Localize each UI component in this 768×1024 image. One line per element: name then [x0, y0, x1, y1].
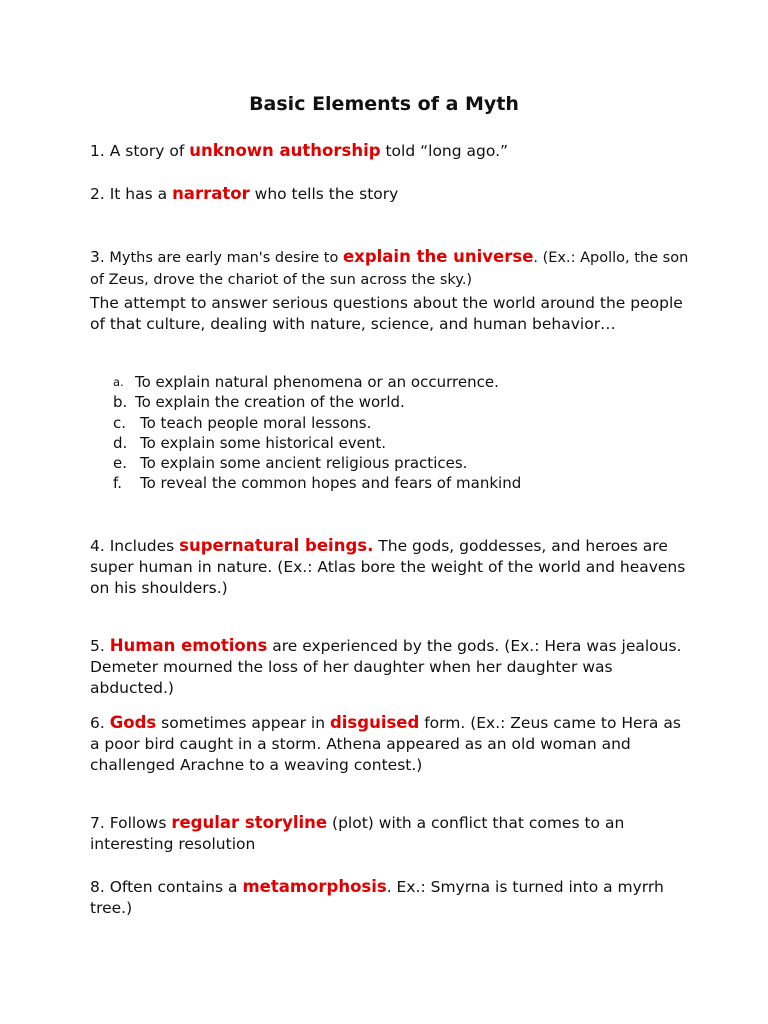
item-text: Follows — [104, 814, 172, 832]
item-text: Often contains a — [104, 878, 243, 896]
list-item — [113, 473, 673, 493]
list-item — [113, 433, 673, 453]
list-marker: a. — [113, 375, 124, 389]
item-text: form. (Ex.: Zeus came to Hera as a poor bird caught in a storm. Athena appeared as an old woman and challenged Arachne to a weaving contest.) — [90, 714, 681, 774]
element-4 — [90, 535, 690, 599]
list-item-text: To explain natural phenomena or an occurrence. — [135, 373, 499, 391]
item-text: Myths are early man's desire to — [104, 250, 343, 266]
page-title: Basic Elements of a Myth — [249, 93, 519, 115]
highlight-term: explain the universe — [342, 247, 534, 266]
purpose-list — [113, 372, 673, 494]
item-text: told “long ago.” — [380, 142, 509, 160]
item-text: (plot) with a conflict that comes to an interesting resolution — [90, 814, 625, 853]
list-item-text: To explain some ancient religious practices. — [140, 454, 468, 473]
item-number: 5. — [90, 637, 105, 655]
element-1 — [90, 140, 690, 162]
list-item-text: To explain the creation of the world. — [135, 393, 405, 412]
item-number: 4. — [90, 537, 105, 555]
element-8 — [90, 876, 690, 919]
list-item — [113, 392, 673, 412]
item-text: . Ex.: Smyrna is turned into a myrrh tree.) — [90, 878, 664, 917]
item-number: 6. — [90, 714, 105, 732]
item-text: . (Ex.: Apollo, the son of Zeus, drove the chariot of the sun across the sky.) — [90, 250, 689, 288]
highlight-term: narrator — [172, 184, 250, 203]
item-number: 7. — [90, 814, 105, 832]
list-marker: f. — [113, 474, 122, 493]
item-text: sometimes appear in — [156, 714, 330, 732]
list-item-text: To explain some historical event. — [140, 433, 387, 452]
list-marker: b. — [113, 393, 128, 412]
item-text: It has a — [104, 185, 173, 203]
item-text: A story of — [104, 142, 190, 160]
list-marker: c. — [113, 413, 127, 432]
highlight-term: supernatural beings. — [179, 536, 374, 555]
item-continuation: The attempt to answer serious questions about the world around the people of that culture, dealing with nature, science, and human behavior… — [90, 294, 683, 333]
element-5 — [90, 635, 690, 699]
element-7 — [90, 812, 690, 855]
element-3 — [90, 246, 690, 335]
highlight-term: Human emotions — [109, 636, 268, 655]
element-6 — [90, 712, 690, 776]
list-marker: d. — [113, 433, 128, 452]
list-item — [113, 413, 673, 433]
item-number: 2. — [90, 185, 105, 203]
item-text: who tells the story — [249, 185, 399, 203]
list-item-text: To reveal the common hopes and fears of mankind — [140, 474, 522, 493]
highlight-term: disguised — [329, 713, 420, 732]
item-number: 1. — [90, 142, 105, 160]
item-text: are experienced by the gods. (Ex.: Hera was jealous. Demeter mourned the loss of her daughter when her daughter was abducted.) — [90, 637, 682, 697]
list-item — [113, 453, 673, 473]
highlight-term: metamorphosis — [242, 877, 387, 896]
item-number: 8. — [90, 878, 105, 896]
element-2 — [90, 183, 690, 205]
item-text: The gods, goddesses, and heroes are super human in nature. (Ex.: Atlas bore the weight of the world and heavens on his shoulders.) — [90, 537, 686, 597]
highlight-term: Gods — [109, 713, 157, 732]
list-item — [113, 372, 673, 392]
list-item-text: To teach people moral lessons. — [140, 413, 372, 432]
item-text: Includes — [104, 537, 180, 555]
item-number: 3. — [90, 248, 105, 266]
highlight-term: regular storyline — [171, 813, 328, 832]
highlight-term: unknown authorship — [189, 141, 381, 160]
list-marker: e. — [113, 454, 127, 473]
